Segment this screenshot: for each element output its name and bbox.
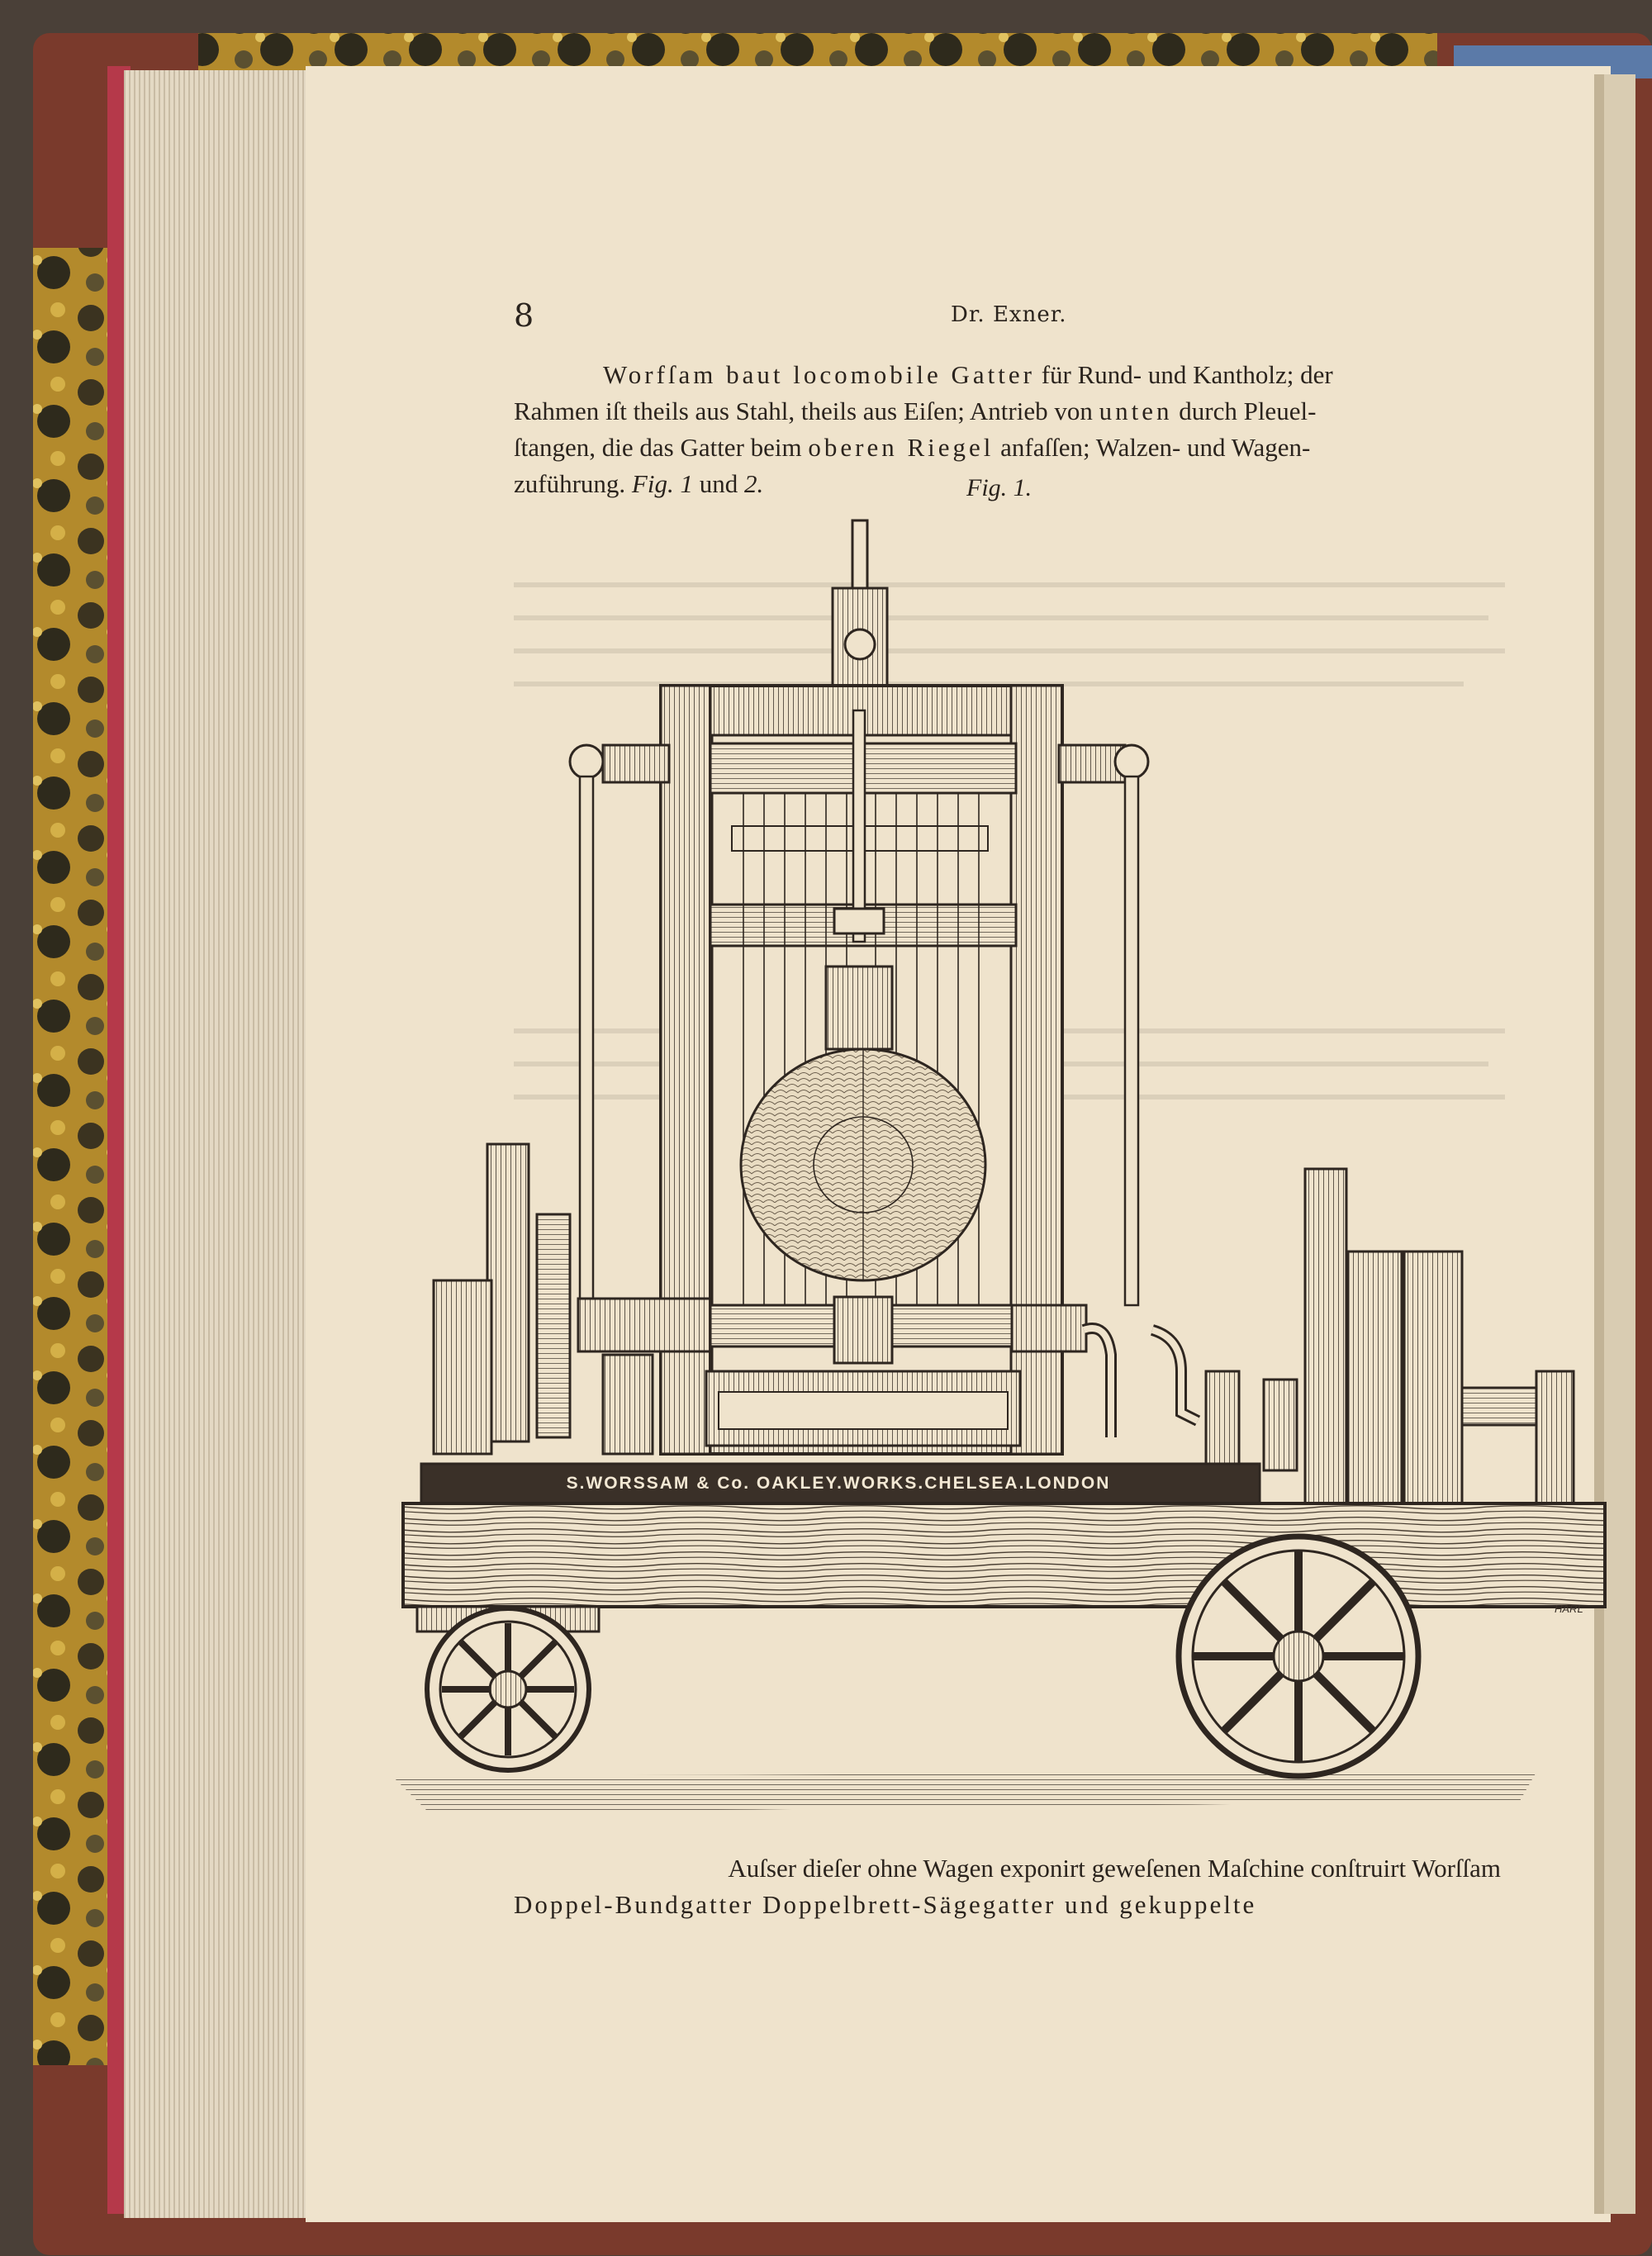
figure-reference: Fig. 1 xyxy=(631,469,693,498)
spaced-text: oberen Riegel xyxy=(808,433,995,462)
spaced-text: Worfſam baut locomobile Gatter xyxy=(603,360,1035,389)
maker-plate-text: S.WORSSAM & Co. OAKLEY.WORKS.CHELSEA.LONDON xyxy=(566,1474,1111,1493)
text-run: und xyxy=(692,469,744,498)
paragraph-line xyxy=(514,357,1501,393)
paragraph-line xyxy=(514,393,1501,430)
running-header: Dr. Exner. xyxy=(951,302,1067,327)
paragraph-line xyxy=(514,430,1501,466)
text-run: anfaſſen; Walzen- und Wagen- xyxy=(994,433,1311,462)
spaced-text: unten xyxy=(1099,397,1173,425)
paragraph-line: Auſser dieſer ohne Wagen exponirt geweſenen Maſchine conſtruirt Worſſam xyxy=(728,1854,1501,1883)
text-run: für Rund- und Kantholz; der xyxy=(1034,360,1333,389)
engraver-signature: HARL xyxy=(1555,1603,1583,1615)
figure-caption: Fig. 1. xyxy=(966,474,1032,501)
paragraph-line: Doppel-Bundgatter Doppelbrett-Sägegatter und gekuppelte xyxy=(514,1890,1257,1919)
page-number: 8 xyxy=(514,297,534,334)
text-run: durch Pleuel- xyxy=(1172,397,1317,425)
text-run: zuführung. xyxy=(514,469,632,498)
figure-reference: 2. xyxy=(743,469,764,498)
bottom-paragraph xyxy=(514,1850,1501,1923)
text-run: ſtangen, die das Gatter beim xyxy=(514,433,809,462)
text-run: Rahmen iſt theils aus Stahl, theils aus Eiſen; Antrieb von xyxy=(514,397,1099,425)
